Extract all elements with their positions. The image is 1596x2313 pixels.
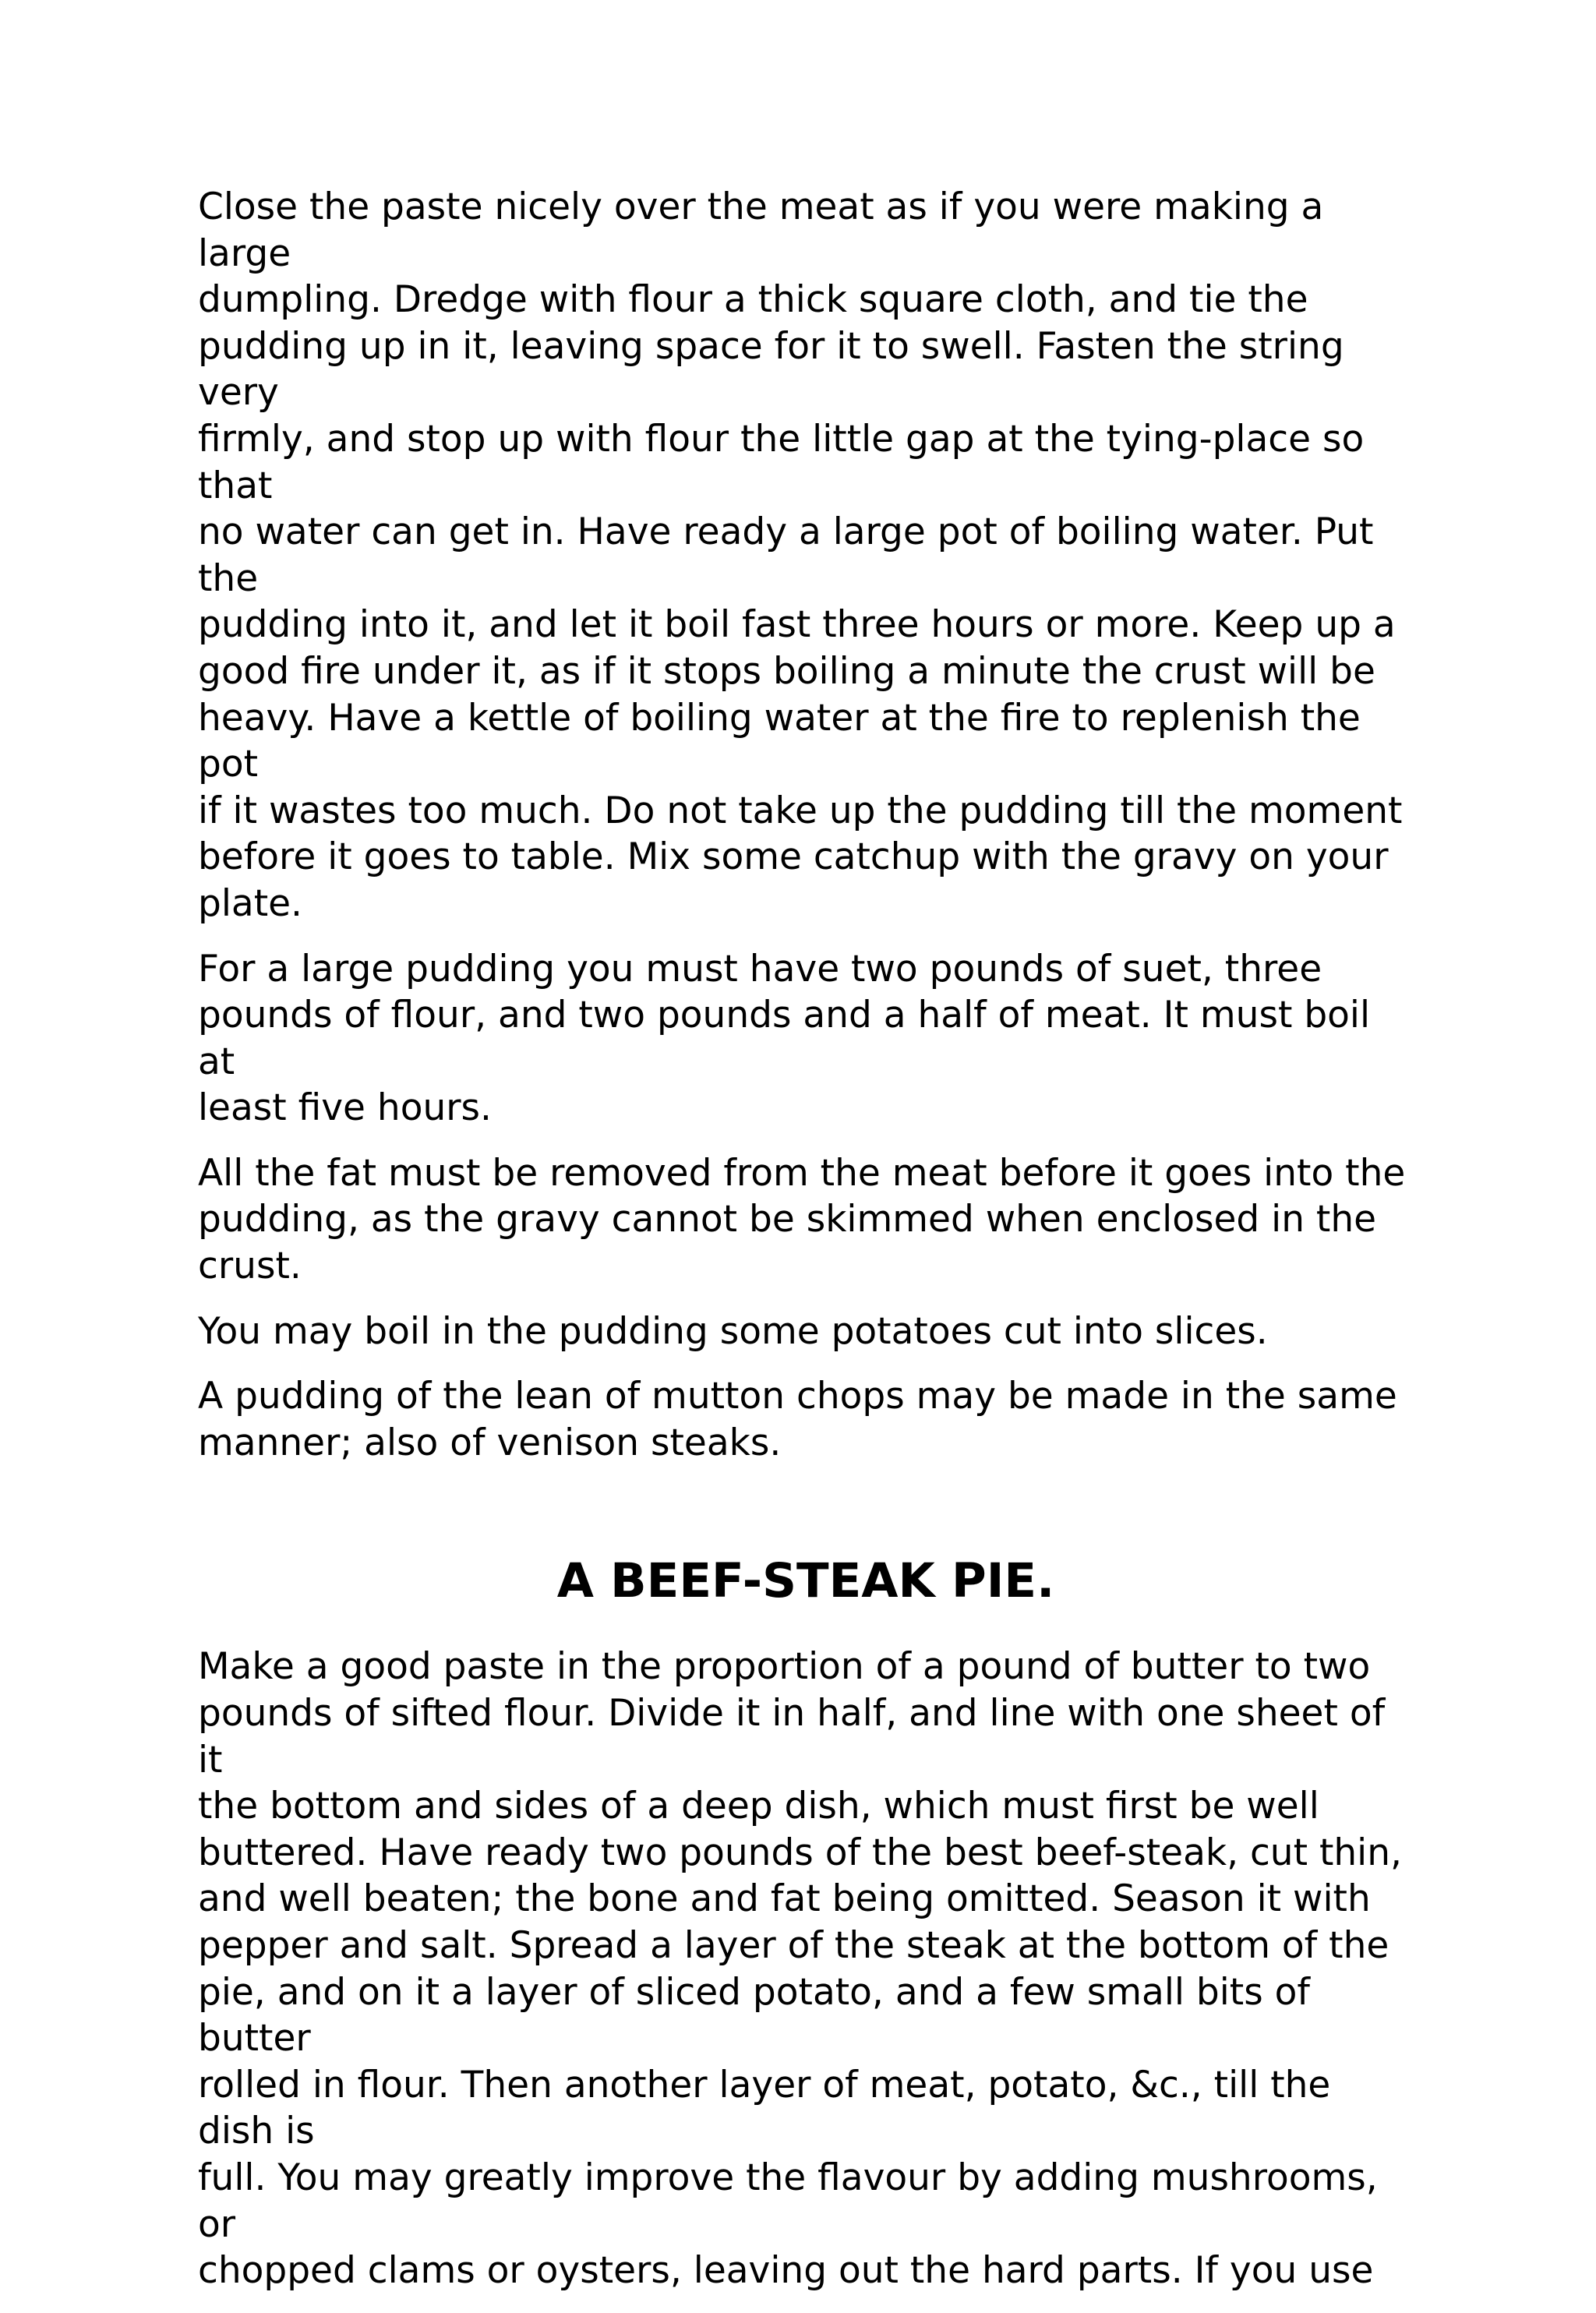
paragraph-pudding-method: Close the paste nicely over the meat as if you were making a large dumpling. Dredge with flour a thick square cloth, and tie the pudding up in it, leaving space for it to swell. Fasten the string very firmly, and stop up with flour the little gap at the tying-place so that no water can get in. Have ready a large pot of boiling water. Put the pudding into it, and let it boil fast three hours or more. Keep up a good fire under it, as if it stops boiling a minute the crust will be heavy. Have a kettle of boiling water at the fire to replenish the pot if it wastes too much. Do not take up the pudding till the moment before it goes to table. Mix some catchup with the gravy on your plate. bbox=[198, 185, 1403, 925]
section-heading: A BEEF-STEAK PIE. bbox=[556, 1553, 1055, 1609]
paragraph-beef-steak-pie: Make a good paste in the proportion of a pound of butter to two pounds of sifted flour. Divide it in half, and line with one sheet of it the bottom and sides of a deep dish, which must first be well buttered. Have ready two pounds of the best beef-steak, cut thin, and well beaten; the bone and fat being omitted. Season it with pepper and salt. Spread a layer of the steak at the bottom of the pie, and on it a layer of sliced potato, and a few small bits of butter rolled in flour. Then another layer of meat, potato, &c., till the dish is full. You may greatly improve the flavour by adding mushrooms, or chopped clams or oysters, leaving out the hard parts. If you use bbox=[198, 1645, 1402, 2293]
paragraph-mutton-variant: A pudding of the lean of mutton chops may be made in the same manner; also of venison steaks. bbox=[198, 1375, 1397, 1464]
paragraph-remove-fat: All the fat must be removed from the meat before it goes into the pudding, as the gravy cannot be skimmed when enclosed in the crust. bbox=[198, 1151, 1406, 1288]
paragraph-large-pudding: For a large pudding you must have two pounds of suet, three pounds of flour, and two pounds and a half of meat. It must boil at least five hours. bbox=[198, 947, 1371, 1130]
paragraph-potatoes: You may boil in the pudding some potatoes cut into slices. bbox=[198, 1309, 1268, 1353]
document-page bbox=[198, 184, 1414, 2313]
